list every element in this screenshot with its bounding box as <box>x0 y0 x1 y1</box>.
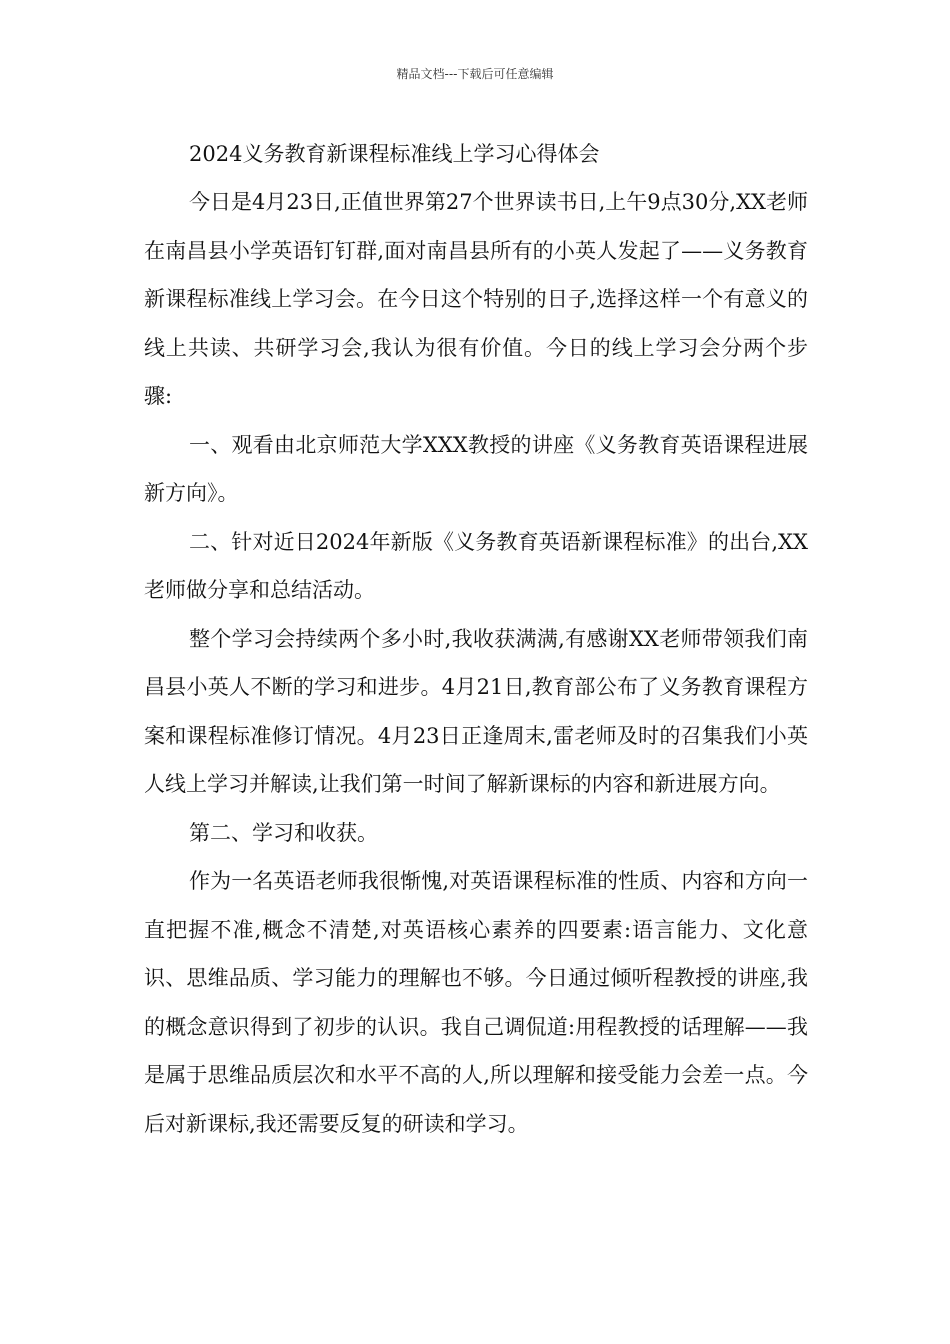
paragraph-section-heading: 第二、学习和收获。 <box>189 820 378 845</box>
document-body <box>144 130 808 1148</box>
paragraph-intro: 今日是4月23日,正值世界第27个世界读书日,上午9点30分,XX老师在南昌县小学英语钉钉群,面对南昌县所有的小英人发起了——义务教育新课程标准线上学习会。在今日这个特别的日子,选择这样一个有意义的线上共读、共研学习会,我认为很有价值。今日的线上学习会分两个步骤: <box>144 190 808 408</box>
paragraph-step-two: 二、针对近日2024年新版《义务教育英语新课程标准》的出台,XX老师做分享和总结活动。 <box>144 529 808 602</box>
paragraph-summary: 整个学习会持续两个多小时,我收获满满,有感谢XX老师带领我们南昌县小英人不断的学习和进步。4月21日,教育部公布了义务教育课程方案和课程标准修订情况。4月23日正逢周末,雷老师及时的召集我们小英人线上学习并解读,让我们第一时间了解新课标的内容和新进展方向。 <box>144 626 808 796</box>
paragraph-step-one: 一、观看由北京师范大学XXX教授的讲座《义务教育英语课程进展新方向》。 <box>144 432 808 505</box>
paragraph-reflection: 作为一名英语老师我很惭愧,对英语课程标准的性质、内容和方向一直把握不准,概念不清楚,对英语核心素养的四要素:语言能力、文化意识、思维品质、学习能力的理解也不够。今日通过倾听程教授的讲座,我的概念意识得到了初步的认识。我自己调侃道:用程教授的话理解——我是属于思维品质层次和水平不高的人,所以理解和接受能力会差一点。今后对新课标,我还需要反复的研读和学习。 <box>144 869 808 1136</box>
document-title: 2024义务教育新课程标准线上学习心得体会 <box>189 142 600 166</box>
header-note: 精品文档---下载后可任意编辑 <box>396 67 554 81</box>
